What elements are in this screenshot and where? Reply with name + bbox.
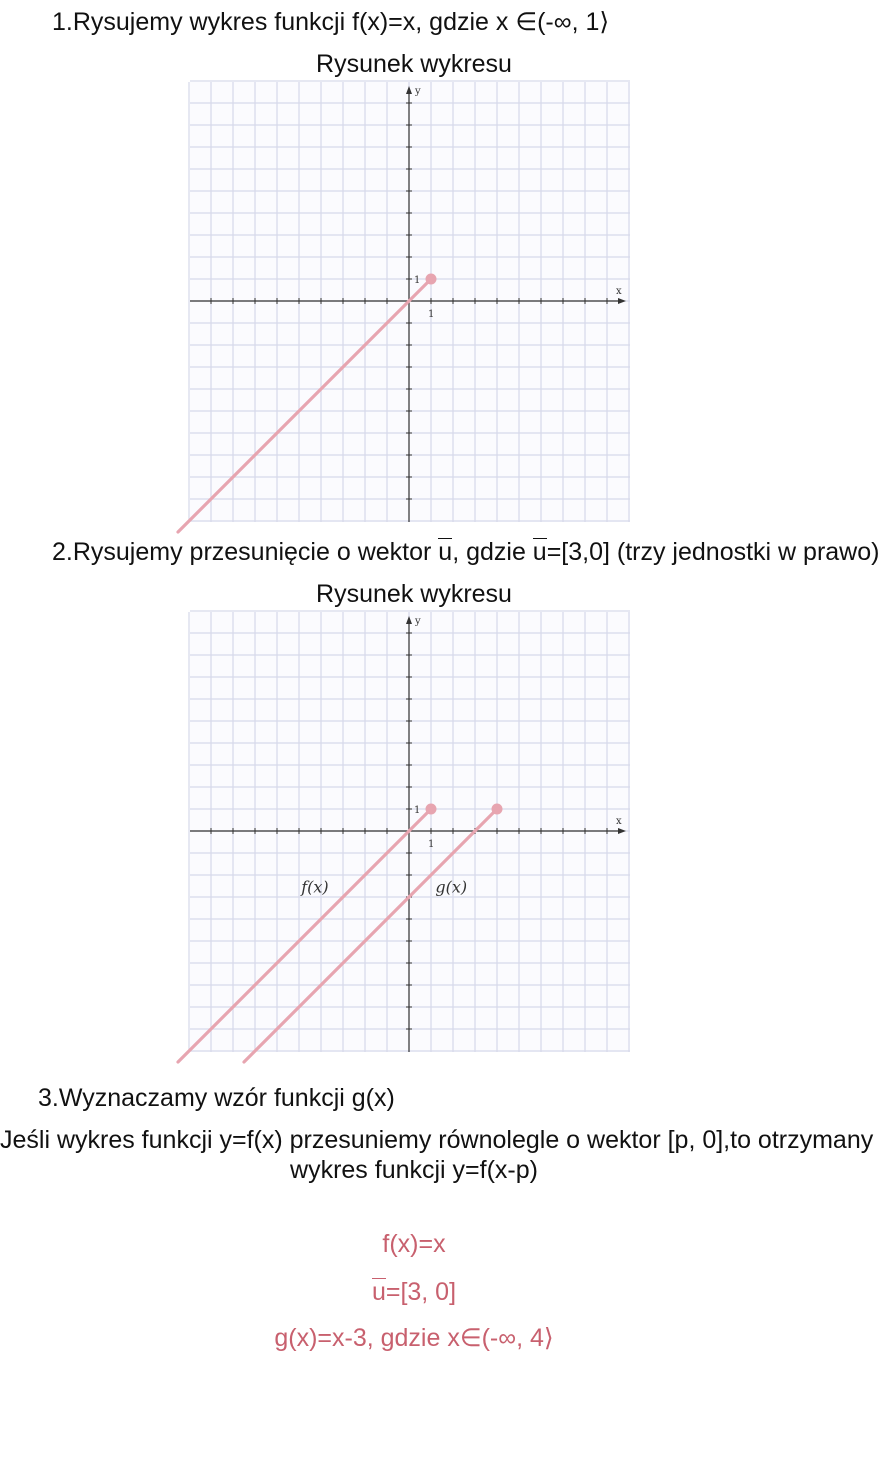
y-axis-label: y bbox=[415, 86, 421, 97]
section2-heading-c: =[3,0] (trzy jednostki w prawo) bbox=[546, 538, 879, 566]
y-tick-label: 1 bbox=[414, 275, 421, 286]
result-u-value: =[3, 0] bbox=[385, 1278, 457, 1306]
x-tick-label: 1 bbox=[428, 309, 435, 320]
graph1-svg bbox=[190, 82, 630, 522]
vector-u: u bbox=[532, 538, 547, 566]
endpoint-marker bbox=[426, 804, 437, 815]
graph2-svg bbox=[190, 612, 630, 1052]
vector-u: u bbox=[371, 1278, 386, 1306]
section1-heading: 1.Rysujemy wykres funkcji f(x)=x, gdzie x ∈(-∞, 1⟩ bbox=[52, 8, 610, 36]
endpoint-marker bbox=[492, 804, 503, 815]
vector-u: u bbox=[438, 538, 453, 566]
section2-heading bbox=[52, 540, 879, 565]
rule-line-1: Jeśli wykres funkcji y=f(x) przesuniemy równolegle o wektor [p, 0],to otrzymany bbox=[0, 1126, 874, 1154]
x-tick-label: 1 bbox=[428, 839, 435, 850]
graph2 bbox=[190, 612, 630, 1052]
graph1-title: Rysunek wykresu bbox=[316, 50, 512, 78]
series-label: g(x) bbox=[435, 877, 468, 897]
y-axis-label: y bbox=[415, 616, 421, 627]
rule-line-2: wykres funkcji y=f(x-p) bbox=[290, 1156, 538, 1184]
y-tick-label: 1 bbox=[414, 805, 421, 816]
graph1 bbox=[190, 82, 630, 522]
result-f: f(x)=x bbox=[382, 1230, 446, 1258]
x-axis-label: x bbox=[616, 816, 622, 827]
graph2-title: Rysunek wykresu bbox=[316, 580, 512, 608]
section3-heading: 3.Wyznaczamy wzór funkcji g(x) bbox=[38, 1084, 395, 1112]
result-g: g(x)=x-3, gdzie x∈(-∞, 4⟩ bbox=[274, 1324, 554, 1352]
section2-heading-a: 2.Rysujemy przesunięcie o wektor bbox=[52, 538, 439, 566]
series-label: f(x) bbox=[301, 877, 329, 897]
section2-heading-b: , gdzie bbox=[452, 538, 533, 566]
x-axis-label: x bbox=[616, 286, 622, 297]
endpoint-marker bbox=[426, 274, 437, 285]
result-u bbox=[0, 1280, 828, 1305]
